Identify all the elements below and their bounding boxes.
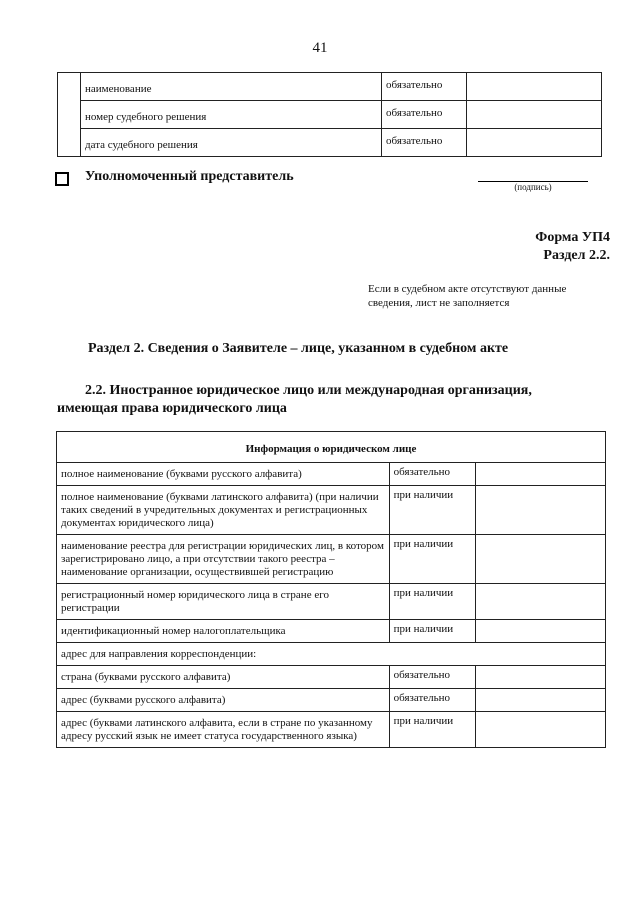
field-label: страна (буквами русского алфавита) [57,666,390,689]
form-title-block [535,229,610,265]
table-row [57,463,606,486]
requirement-label: обязательно [382,73,467,101]
table-row [57,689,606,712]
section-heading: Раздел 2. Сведения о Заявителе – лице, указанном в судебном акте [88,341,509,356]
subsection-heading [57,382,607,418]
table-row [57,666,606,689]
table-row [57,486,606,535]
requirement-label: при наличии [389,712,475,748]
field-label: полное наименование (буквами русского алфавита) [57,463,390,486]
table-row [57,620,606,643]
table-row [57,712,606,748]
field-label: номер судебного решения [81,101,382,129]
table-subheader-row [57,643,606,666]
row-group-cell [58,73,81,157]
requirement-label: обязательно [389,666,475,689]
note-text: Если в судебном акте отсутствуют данные сведения, лист не заполняется [368,283,567,309]
field-label: адрес (буквами латинского алфавита, если в стране по указанному адресу русский язык не имеет статуса государственного языка) [57,712,390,748]
field-label: регистрационный номер юридического лица в стране его регистрации [57,584,390,620]
requirement-label: обязательно [382,129,467,157]
address-subheader: адрес для направления корреспонденции: [57,643,606,666]
legal-entity-info-table [56,431,606,748]
field-label: наименование реестра для регистрации юридических лиц, в котором зарегистрировано лицо, а при отсутствии такого реестра – наименование организации, осуществившей регистрацию [57,535,390,584]
value-cell[interactable] [467,101,602,129]
court-decision-table [57,72,602,157]
table-row [58,129,602,157]
requirement-label: при наличии [389,620,475,643]
subsection-heading-line1: 2.2. Иностранное юридическое лицо или международная организация, [85,383,532,398]
table-row [57,584,606,620]
representative-label: Уполномоченный представитель [85,169,294,184]
table-header-row [57,432,606,463]
value-cell[interactable] [475,712,605,748]
signature-caption: (подпись) [514,182,552,192]
field-label: идентификационный номер налогоплательщика [57,620,390,643]
form-title: Форма УП4 [535,230,610,245]
value-cell[interactable] [475,584,605,620]
value-cell[interactable] [467,73,602,101]
field-label: адрес (буквами русского алфавита) [57,689,390,712]
page-number: 41 [312,40,328,56]
form-section: Раздел 2.2. [543,248,610,263]
table-header: Информация о юридическом лице [57,432,606,463]
requirement-label: при наличии [389,584,475,620]
requirement-label: обязательно [389,689,475,712]
value-cell[interactable] [475,666,605,689]
table-row [58,73,602,101]
value-cell[interactable] [475,535,605,584]
value-cell[interactable] [475,620,605,643]
requirement-label: обязательно [389,463,475,486]
representative-checkbox[interactable] [55,172,69,186]
table-row [57,535,606,584]
requirement-label: обязательно [382,101,467,129]
field-label: полное наименование (буквами латинского алфавита) (при наличии таких сведений в учредительных документах и регистрационных документах юридического лица) [57,486,390,535]
table-row [58,101,602,129]
value-cell[interactable] [475,486,605,535]
field-label: дата судебного решения [81,129,382,157]
value-cell[interactable] [467,129,602,157]
value-cell[interactable] [475,689,605,712]
value-cell[interactable] [475,463,605,486]
requirement-label: при наличии [389,486,475,535]
subsection-heading-line2: имеющая права юридического лица [57,401,287,416]
requirement-label: при наличии [389,535,475,584]
field-label: наименование [81,73,382,101]
